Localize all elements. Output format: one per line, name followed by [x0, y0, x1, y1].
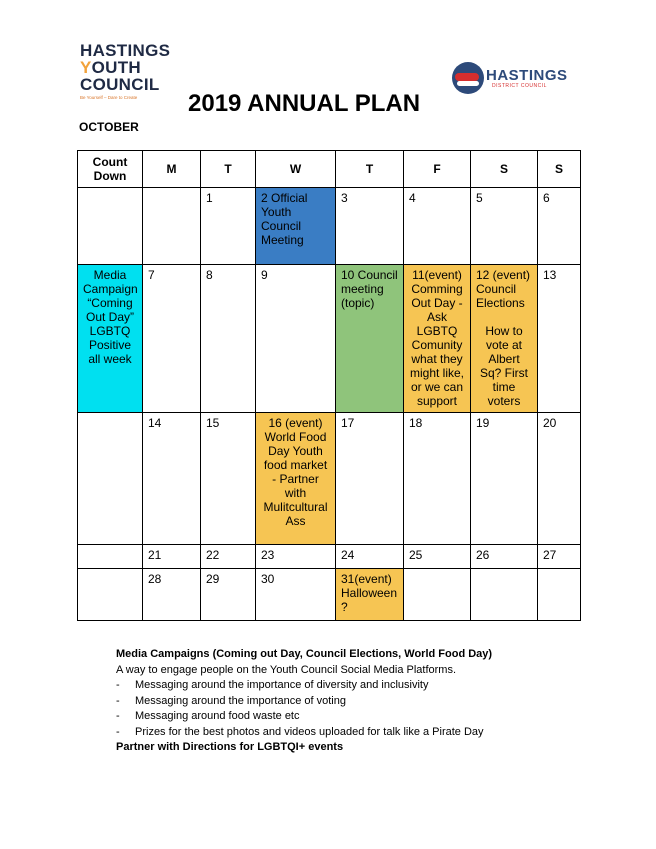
day-cell-30: 30 [256, 569, 336, 621]
day-cell-empty [538, 569, 581, 621]
district-council-logo [452, 60, 568, 96]
header-fri: F [404, 151, 471, 188]
day-cell-3: 3 [336, 188, 404, 265]
calendar-week-2 [78, 265, 581, 413]
day-cell-14: 14 [143, 413, 201, 545]
header-mon: M [143, 151, 201, 188]
district-logo-name: HASTINGS [486, 66, 568, 84]
header-thu: T [336, 151, 404, 188]
district-logo-sub: DISTRICT COUNCIL [492, 82, 547, 89]
day-cell-13: 13 [538, 265, 581, 413]
day-cell-21: 21 [143, 545, 201, 569]
countdown-cell [78, 569, 143, 621]
day-cell-24: 24 [336, 545, 404, 569]
list-item: - Messaging around food waste etc [116, 709, 596, 725]
day-cell-17: 17 [336, 413, 404, 545]
day-12-event: 12 (event) Council Elections [476, 268, 531, 310]
day-cell-31-halloween: 31(event) Halloween ? [336, 569, 404, 621]
day-cell-18: 18 [404, 413, 471, 545]
day-cell-20: 20 [538, 413, 581, 545]
day-cell-7: 7 [143, 265, 201, 413]
day-cell-22: 22 [201, 545, 256, 569]
logo-line-2: YOUTH [80, 58, 142, 77]
day-cell-10-council-meeting: 10 Council meeting (topic) [336, 265, 404, 413]
calendar-header-row [78, 151, 581, 188]
logo-line-3: COUNCIL [80, 75, 160, 94]
day-cell-12-council-elections [471, 265, 538, 413]
notes-intro: A way to engage people on the Youth Council Social Media Platforms. [116, 663, 457, 676]
day-cell-5: 5 [471, 188, 538, 265]
list-item: - Messaging around the importance of voting [116, 694, 596, 710]
day-cell-23: 23 [256, 545, 336, 569]
notes-section [116, 647, 596, 756]
header-sun: S [538, 151, 581, 188]
day-cell [143, 188, 201, 265]
day-cell-4: 4 [404, 188, 471, 265]
day-cell-8: 8 [201, 265, 256, 413]
list-item: - Prizes for the best photos and videos uploaded for talk like a Pirate Day [116, 725, 596, 741]
header-wed: W [256, 151, 336, 188]
youth-council-logo [80, 41, 171, 100]
day-cell-6: 6 [538, 188, 581, 265]
logo-tagline: Be Yourself – Dare to Create [80, 95, 138, 100]
day-cell-11-coming-out-day: 11(event) Comming Out Day - Ask LGBTQ Comunity what they might like, or we can support [404, 265, 471, 413]
month-label: OCTOBER [79, 120, 139, 134]
list-item: - Messaging around the importance of diversity and inclusivity [116, 678, 596, 694]
header-countdown: Count Down [78, 151, 143, 188]
logo-line-1: HASTINGS [80, 41, 171, 60]
countdown-cell [78, 413, 143, 545]
day-cell-19: 19 [471, 413, 538, 545]
day-cell-26: 26 [471, 545, 538, 569]
day-cell-29: 29 [201, 569, 256, 621]
day-cell-empty [471, 569, 538, 621]
day-cell-27: 27 [538, 545, 581, 569]
day-12-vote-info: How to vote at Albert Sq? First time voters [479, 324, 528, 408]
calendar-table [77, 150, 581, 621]
countdown-cell [78, 188, 143, 265]
calendar-week-4 [78, 545, 581, 569]
calendar-week-3 [78, 413, 581, 545]
calendar-week-5 [78, 569, 581, 621]
day-cell-empty [404, 569, 471, 621]
day-cell-1: 1 [201, 188, 256, 265]
day-cell-2-youth-council-meeting: 2 Official Youth Council Meeting [256, 188, 336, 265]
day-cell-15: 15 [201, 413, 256, 545]
district-council-badge-icon [452, 62, 484, 94]
header-sat: S [471, 151, 538, 188]
header-tue: T [201, 151, 256, 188]
day-cell-16-world-food-day: 16 (event) World Food Day Youth food market - Partner with Mulitcultural Ass [256, 413, 336, 545]
page-title: 2019 ANNUAL PLAN [188, 90, 421, 117]
notes-footer: Partner with Directions for LGBTQI+ events [116, 741, 344, 753]
day-cell-25: 25 [404, 545, 471, 569]
notes-heading: Media Campaigns (Coming out Day, Council Elections, World Food Day) [116, 648, 493, 660]
day-cell-28: 28 [143, 569, 201, 621]
notes-bullet-list [116, 678, 596, 740]
countdown-cell [78, 545, 143, 569]
countdown-media-campaign: Media Campaign “Coming Out Day” LGBTQ Positive all week [78, 265, 143, 413]
calendar-week-1 [78, 188, 581, 265]
day-cell-9: 9 [256, 265, 336, 413]
